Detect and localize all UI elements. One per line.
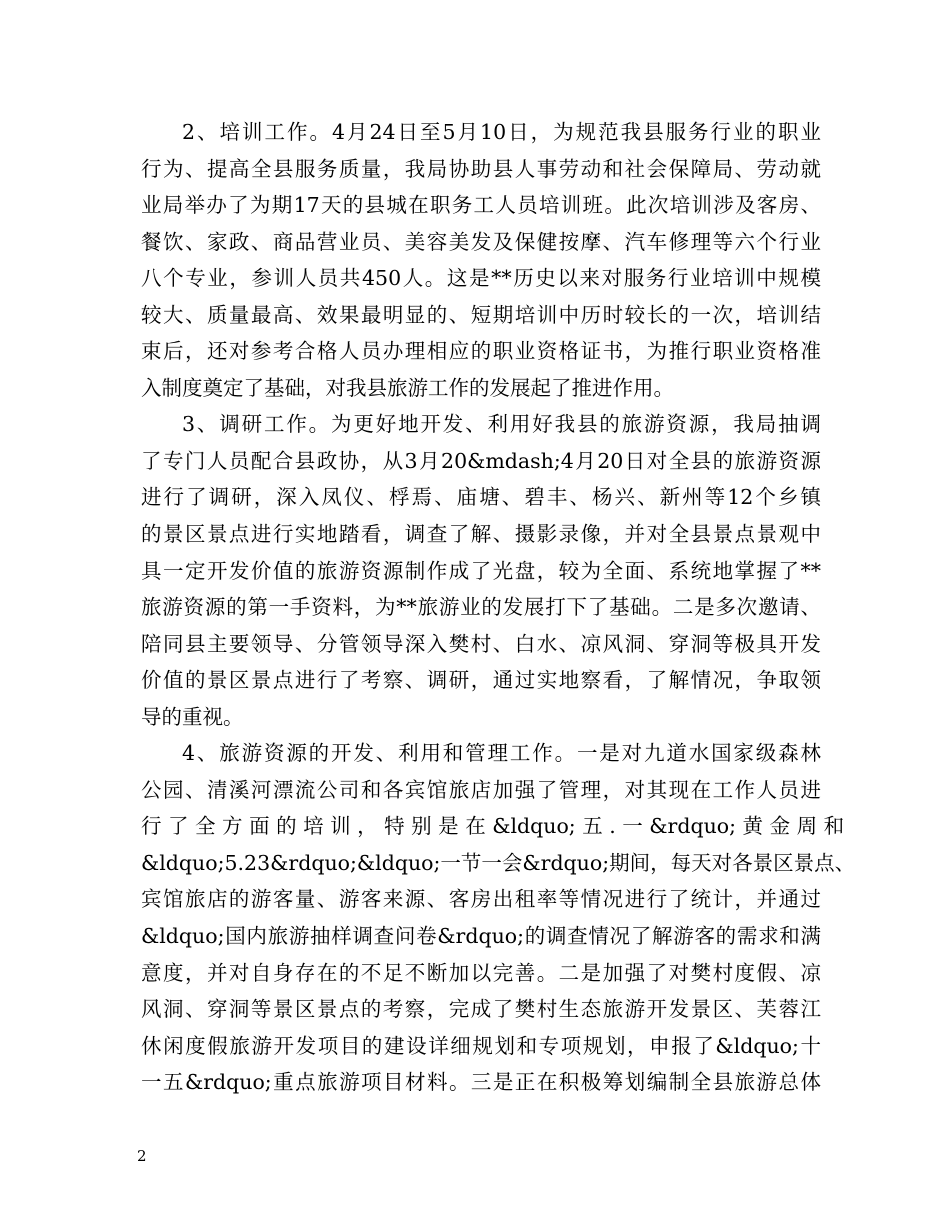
- text-line: 价值的景区景点进行了考察、调研，通过实地察看，了解情况，争取领: [141, 668, 821, 693]
- page-number: 2: [137, 1147, 147, 1165]
- text-line: 宾馆旅店的游客量、游客来源、客房出租率等情况进行了统计，并通过: [141, 887, 821, 912]
- text-line: 进行了调研，深入凤仪、桴焉、庙塘、碧丰、杨兴、新州等12个乡镇: [141, 485, 821, 510]
- text-line: 具一定开发价值的旅游资源制作成了光盘，较为全面、系统地掌握了**: [141, 558, 821, 583]
- text-line: 陪同县主要领导、分管领导深入樊村、白水、凉风洞、穿洞等极具开发: [141, 631, 821, 656]
- text-line: &ldquo;国内旅游抽样调查问卷&rdquo;的调查情况了解游客的需求和满: [141, 924, 821, 949]
- text-line: 餐饮、家政、商品营业员、美容美发及保健按摩、汽车修理等六个行业: [141, 229, 821, 254]
- text-line: 2、培训工作。4月24日至5月10日，为规范我县服务行业的职业: [182, 120, 821, 144]
- text-line: 3、调研工作。为更好地开发、利用好我县的旅游资源，我局抽调: [182, 412, 821, 437]
- text-line: 公园、清溪河漂流公司和各宾馆旅店加强了管理，对其现在工作人员进: [141, 777, 821, 802]
- text-line: 业局举办了为期17天的县城在职务工人员培训班。此次培训涉及客房、: [141, 193, 821, 218]
- text-line: 束后，还对参考合格人员办理相应的职业资格证书，为推行职业资格准: [141, 339, 821, 364]
- text-line: 的景区景点进行实地踏看，调查了解、摄影录像，并对全县景点景观中: [141, 522, 821, 547]
- text-line: 了专门人员配合县政协，从3月20&mdash;4月20日对全县的旅游资源: [141, 448, 821, 473]
- text-line: 入制度奠定了基础，对我县旅游工作的发展起了推进作用。: [141, 375, 674, 400]
- text-line: 风洞、穿洞等景区景点的考察，完成了樊村生态旅游开发景区、芙蓉江: [141, 997, 821, 1022]
- text-line: 行 了 全 方 面 的 培 训 ， 特 别 是 在 &ldquo; 五 . 一 &rdquo; 黄 金 周 和: [141, 814, 845, 839]
- text-line: 休闲度假旅游开发项目的建设详细规划和专项规划，申报了&ldquo;十: [141, 1033, 821, 1058]
- text-line: 旅游资源的第一手资料，为**旅游业的发展打下了基础。二是多次邀请、: [141, 595, 821, 620]
- text-line: 一五&rdquo;重点旅游项目材料。三是正在积极筹划编制全县旅游总体: [141, 1070, 821, 1095]
- text-line: 八个专业，参训人员共450人。这是**历史以来对服务行业培训中规模: [141, 266, 821, 291]
- body-text: [141, 114, 856, 1101]
- text-line: 意度，并对自身存在的不足不断加以完善。二是加强了对樊村度假、凉: [141, 960, 821, 985]
- text-line: 导的重视。: [141, 704, 244, 729]
- text-line: 行为、提高全县服务质量，我局协助县人事劳动和社会保障局、劳动就: [141, 156, 821, 181]
- text-line: &ldquo;5.23&rdquo;&ldquo;一节一会&rdquo;期间，每天对各景区景点、: [141, 850, 856, 875]
- text-line: 较大、质量最高、效果最明显的、短期培训中历时较长的一次，培训结: [141, 302, 821, 327]
- text-line: 4、旅游资源的开发、利用和管理工作。一是对九道水国家级森林: [182, 741, 821, 766]
